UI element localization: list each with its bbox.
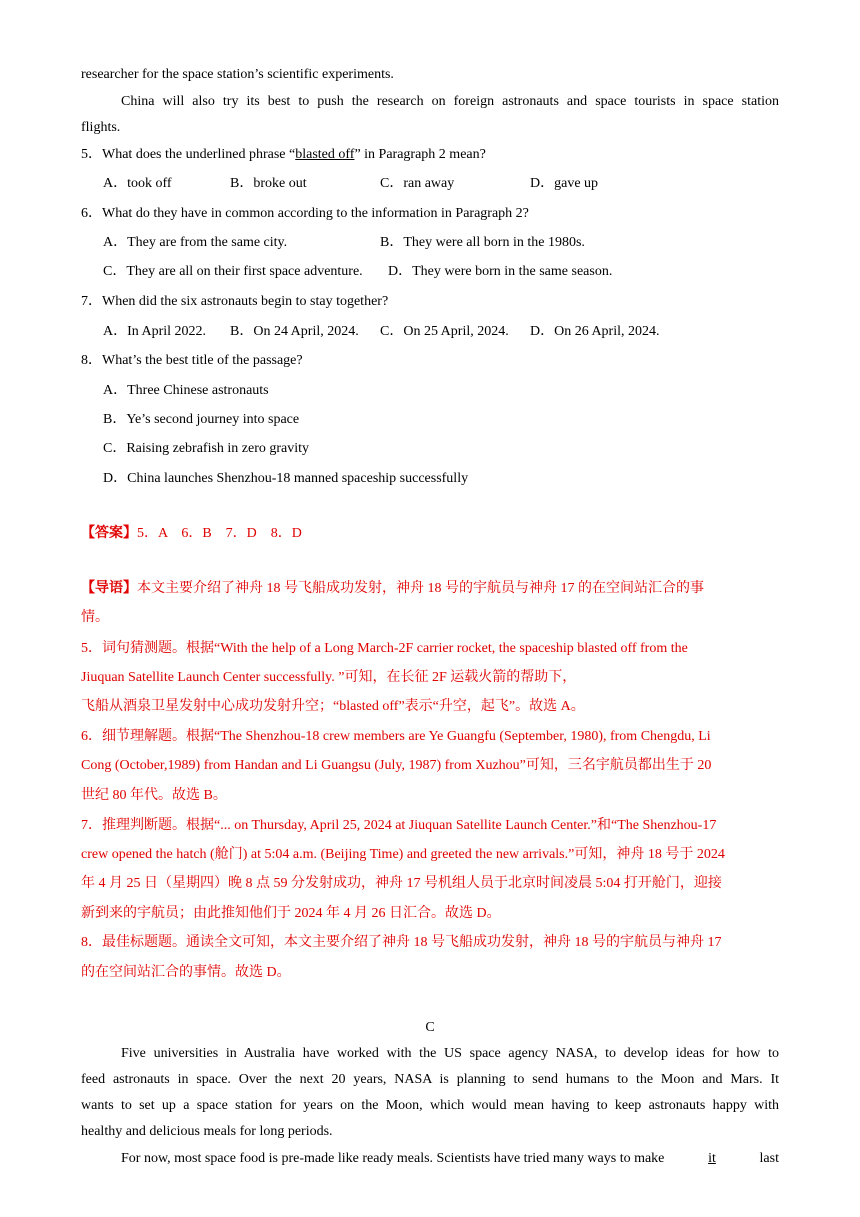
question-text: What’s the best title of the passage? (102, 353, 303, 368)
passage-c-p2-text-end: last (759, 1151, 779, 1166)
q5-option-a: A．took off (103, 176, 172, 191)
question-text: ” in Paragraph 2 mean? (354, 147, 486, 162)
q7-option-c: C．On 25 April, 2024. (380, 324, 509, 339)
passage-c-p2-text: For now, most space food is pre-made like ready meals. Scientists have tried many ways to make (121, 1151, 665, 1166)
passage-c-heading: C (425, 1020, 435, 1035)
answer-text: 5．A 6．B 7．D 8．D (137, 526, 302, 541)
passage-b-tail: researcher for the space station’s scientific experiments. (81, 67, 394, 82)
guide-label: 【导语】 (81, 581, 137, 596)
question-6 (81, 205, 529, 223)
underlined-phrase: blasted off (295, 147, 355, 162)
passage-c-p1-line3: wants to set up a space station for years on the Moon, which would mean having to keep astronauts happy with (81, 1098, 779, 1113)
explanation-5-line2: Jiuquan Satellite Launch Center successfully. ”可知，在长征 2F 运载火箭的帮助下， (81, 670, 577, 685)
q5-option-b: B．broke out (230, 176, 307, 191)
explanation-6-line1: 6．细节理解题。根据“The Shenzhou-18 crew members are Ye Guangfu (September, 1980), from Chengdu, Li (81, 729, 711, 744)
explanation-5-line3: 飞船从酒泉卫星发射中心成功发射升空；“blasted off”表示“升空，起飞”。故选 A。 (81, 699, 585, 714)
passage-b-last-paragraph-line1: China will also try its best to push the research on foreign astronauts and space tourists in space station (121, 94, 779, 109)
q8-option-b: B．Ye’s second journey into space (103, 412, 300, 427)
explanation-8-line1: 8．最佳标题题。通读全文可知，本文主要介绍了神舟 18 号飞船成功发射，神舟 18 号的宇航员与神舟 17 (81, 935, 722, 950)
q6-option-d: D．They were born in the same season. (388, 264, 613, 279)
underlined-word: it (708, 1151, 716, 1166)
q7-option-b: B．On 24 April, 2024. (230, 324, 359, 339)
answer-label: 【答案】 (81, 526, 137, 541)
guide-text: 本文主要介绍了神舟 18 号飞船成功发射，神舟 18 号的宇航员与神舟 17 的在空间站汇合的事 (137, 581, 704, 596)
q8-option-d: D．China launches Shenzhou-18 manned spaceship successfully (103, 471, 469, 486)
question-text: What does the underlined phrase “ (102, 147, 296, 162)
explanation-7-line2: crew opened the hatch (舱门) at 5:04 a.m. (Beijing Time) and greeted the new arrivals.”可知，神舟 18 号于 2024 (81, 847, 725, 862)
question-7 (81, 293, 388, 311)
q5-option-d: D．gave up (530, 176, 599, 191)
question-8 (81, 352, 303, 370)
explanation-6-line2: Cong (October,1989) from Handan and Li Guangsu (July, 1987) from Xuzhou”可知，三名宇航员都出生于 20 (81, 758, 712, 773)
question-number: 5． (81, 147, 102, 162)
passage-c-p2-line1 (121, 1150, 779, 1168)
answer-line (81, 525, 302, 543)
explanation-7-line4: 新到来的宇航员；由此推知他们于 2024 年 4 月 26 日汇合。故选 D。 (81, 906, 501, 921)
explanation-6-line3: 世纪 80 年代。故选 B。 (81, 788, 227, 803)
passage-c-p1-line1: Five universities in Australia have worked with the US space agency NASA, to develop ideas for how to (121, 1046, 779, 1061)
question-number: 6． (81, 206, 102, 221)
q6-option-a: A．They are from the same city. (103, 235, 288, 250)
passage-b-last-paragraph-line2: flights. (81, 120, 121, 135)
q7-option-a: A．In April 2022. (103, 324, 207, 339)
question-text: What do they have in common according to the information in Paragraph 2? (102, 206, 529, 221)
explanation-5-line1: 5．词句猜测题。根据“With the help of a Long March-2F carrier rocket, the spaceship blasted off from the (81, 641, 688, 656)
q7-option-d: D．On 26 April, 2024. (530, 324, 660, 339)
question-number: 7． (81, 294, 102, 309)
guide-line1 (81, 580, 704, 598)
question-text: When did the six astronauts begin to stay together? (102, 294, 389, 309)
explanation-7-line1: 7．推理判断题。根据“... on Thursday, April 25, 2024 at Jiuquan Satellite Launch Center.”和“The Shenzhou-17 (81, 818, 717, 833)
guide-line2: 情。 (81, 610, 109, 625)
q5-option-c: C．ran away (380, 176, 455, 191)
q6-option-b: B．They were all born in the 1980s. (380, 235, 585, 250)
passage-c-p1-line2: feed astronauts in space. Over the next 20 years, NASA is planning to send humans to the Moon and Mars. It (81, 1072, 779, 1087)
explanation-7-line3: 年 4 月 25 日（星期四）晚 8 点 59 分发射成功，神舟 17 号机组人员于北京时间凌晨 5:04 打开舱门，迎接 (81, 876, 722, 891)
question-number: 8． (81, 353, 102, 368)
q8-option-c: C．Raising zebrafish in zero gravity (103, 441, 310, 456)
explanation-8-line2: 的在空间站汇合的事情。故选 D。 (81, 965, 291, 980)
passage-c-p1-line4: healthy and delicious meals for long periods. (81, 1124, 333, 1139)
q8-option-a: A．Three Chinese astronauts (103, 383, 269, 398)
question-5 (81, 146, 486, 164)
q6-option-c: C．They are all on their first space adventure. (103, 264, 363, 279)
